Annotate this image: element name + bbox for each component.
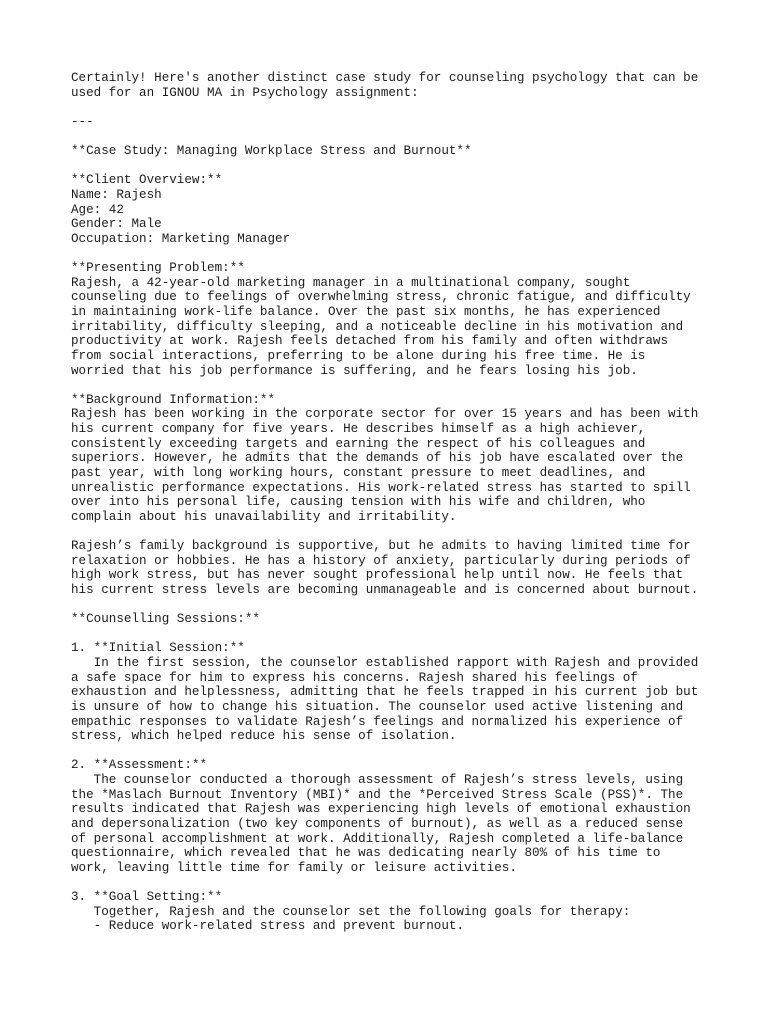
text-line: **Background Information:** — [71, 392, 276, 407]
text-line: Certainly! Here's another distinct case study for counseling psychology that can be — [71, 71, 699, 85]
text-line: past year, with long working hours, constant pressure to meet deadlines, and — [71, 465, 646, 480]
text-line: worried that his job performance is suffering, and he fears losing his job. — [71, 363, 638, 378]
text-line: relaxation or hobbies. He has a history of anxiety, particularly during periods of — [71, 553, 691, 568]
text-line: and depersonalization (two key components of burnout), as well as a reduced sense — [71, 816, 684, 831]
text-line — [71, 247, 731, 262]
text-line: unrealistic performance expectations. His work-related stress has started to spill — [71, 480, 691, 495]
text-line: - Reduce work-related stress and prevent burnout. — [71, 919, 464, 934]
text-line: Name: Rajesh — [71, 188, 162, 202]
text-line: his current stress levels are becoming unmanageable and is concerned about burnout. — [71, 582, 699, 597]
text-line: productivity at work. Rajesh feels detached from his family and often withdraws — [71, 334, 669, 349]
text-line: of personal accomplishment at work. Additionally, Rajesh completed a life-balance — [71, 831, 684, 846]
text-line — [71, 627, 731, 642]
text-line: **Case Study: Managing Workplace Stress and Burnout** — [71, 144, 472, 159]
text-line: --- — [71, 114, 94, 129]
text-line: questionnaire, which revealed that he was dedicating nearly 80% of his time to — [71, 846, 661, 861]
text-line: **Client Overview:** — [71, 173, 223, 188]
text-line: used for an IGNOU MA in Psychology assignment: — [71, 85, 419, 100]
text-line: in maintaining work-life balance. Over the past six months, he has experienced — [71, 305, 661, 319]
text-line — [71, 875, 731, 890]
text-line: results indicated that Rajesh was experiencing high levels of emotional exhaustion — [71, 802, 691, 817]
text-line: empathic responses to validate Rajesh’s feelings and normalized his experience of — [71, 714, 684, 729]
text-line: Gender: Male — [71, 217, 162, 232]
text-line: In the first session, the counselor established rapport with Rajesh and provided — [71, 656, 699, 670]
text-line: Rajesh’s family background is supportive, but he admits to having limited time for — [71, 539, 691, 553]
text-line: from social interactions, preferring to be alone during his free time. He is — [71, 348, 646, 363]
text-line: Together, Rajesh and the counselor set the following goals for therapy: — [71, 904, 631, 919]
document-text — [71, 71, 731, 934]
text-line — [71, 524, 731, 539]
text-line: high work stress, but has never sought professional help until now. He feels that — [71, 568, 684, 583]
text-line: The counselor conducted a thorough assessment of Rajesh’s stress levels, using — [71, 773, 684, 787]
text-line: 2. **Assessment:** — [71, 758, 208, 773]
text-line: the *Maslach Burnout Inventory (MBI)* and the *Perceived Stress Scale (PSS)*. The — [71, 787, 684, 802]
text-line: stress, which helped reduce his sense of isolation. — [71, 729, 457, 744]
text-line: his current company for five years. He describes himself as a high achiever, — [71, 422, 646, 436]
text-line: is unsure of how to change his situation. The counselor used active listening and — [71, 699, 684, 714]
text-line — [71, 159, 731, 174]
text-line: work, leaving little time for family or leisure activities. — [71, 860, 517, 875]
text-line: Rajesh, a 42-year-old marketing manager in a multinational company, sought — [71, 275, 631, 290]
text-line — [71, 100, 731, 115]
text-line: superiors. However, he admits that the demands of his job have escalated over the — [71, 451, 684, 466]
text-line: 1. **Initial Session:** — [71, 641, 245, 656]
text-line: irritability, difficulty sleeping, and a noticeable decline in his motivation and — [71, 319, 684, 334]
text-line: over into his personal life, causing tension with his wife and children, who — [71, 495, 646, 510]
text-line — [71, 598, 731, 613]
text-line — [71, 744, 731, 759]
text-line — [71, 130, 731, 145]
text-line: Age: 42 — [71, 202, 124, 217]
text-line: exhaustion and helplessness, admitting that he feels trapped in his current job but — [71, 685, 699, 700]
text-line — [71, 378, 731, 393]
text-line: **Counselling Sessions:** — [71, 612, 260, 627]
text-line: counseling due to feelings of overwhelming stress, chronic fatigue, and difficulty — [71, 290, 691, 305]
text-line: consistently exceeding targets and earning the respect of his colleagues and — [71, 436, 646, 451]
text-line: **Presenting Problem:** — [71, 261, 245, 276]
text-line: Rajesh has been working in the corporate sector for over 15 years and has been with — [71, 407, 699, 422]
text-line: Occupation: Marketing Manager — [71, 231, 291, 246]
text-line: complain about his unavailability and irritability. — [71, 509, 457, 524]
text-line: a safe space for him to express his concerns. Rajesh shared his feelings of — [71, 670, 638, 685]
text-line: 3. **Goal Setting:** — [71, 890, 223, 904]
